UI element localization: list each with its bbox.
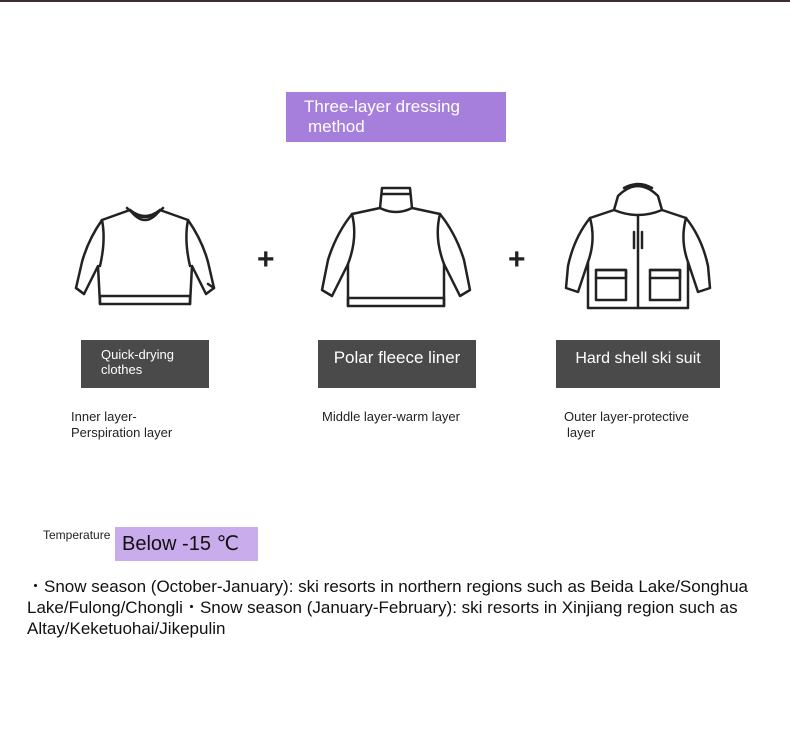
temperature-value: Below -15 ℃ <box>115 527 258 561</box>
turtleneck-icon <box>316 182 476 314</box>
title-banner <box>286 92 506 142</box>
temperature-label: Temperature <box>43 528 111 542</box>
layer-label-outer <box>556 340 720 388</box>
layer-description-outer <box>564 409 689 441</box>
layer-label-middle-text: Polar fleece liner <box>333 348 461 367</box>
season-description: ・Snow season (October-January): ski resorts in northern regions such as Beida Lake/Songhua Lake/Fulong/Chongli・Snow season (January-February): ski resorts in Xinjiang region such as Altay/Keketuohai/Jikepulin <box>27 577 748 638</box>
title-line-1: Three-layer dressing <box>304 97 460 116</box>
plus-sign-2: + <box>508 243 526 276</box>
layer-label-inner <box>81 340 209 388</box>
top-divider <box>0 0 790 2</box>
title-line-2: method <box>308 117 365 136</box>
layer-label-inner-text: Quick-drying clothes <box>101 347 174 377</box>
layer-description-inner <box>71 409 172 441</box>
layer-label-middle <box>318 340 476 388</box>
sweatshirt-icon <box>70 200 220 312</box>
plus-sign-1: + <box>257 243 275 276</box>
layer-description-inner-line2: Perspiration layer <box>71 425 173 440</box>
layer-label-outer-text: Hard shell ski suit <box>575 350 701 367</box>
layer-description-outer-line2: layer <box>567 425 596 440</box>
layer-description-inner-line1: Inner layer- <box>71 409 137 424</box>
layer-description-middle-line1: Middle layer-warm layer <box>322 409 460 424</box>
layer-description-outer-line1: Outer layer-protective <box>564 409 689 424</box>
layer-description-middle <box>322 409 460 425</box>
jacket-icon <box>562 176 714 316</box>
